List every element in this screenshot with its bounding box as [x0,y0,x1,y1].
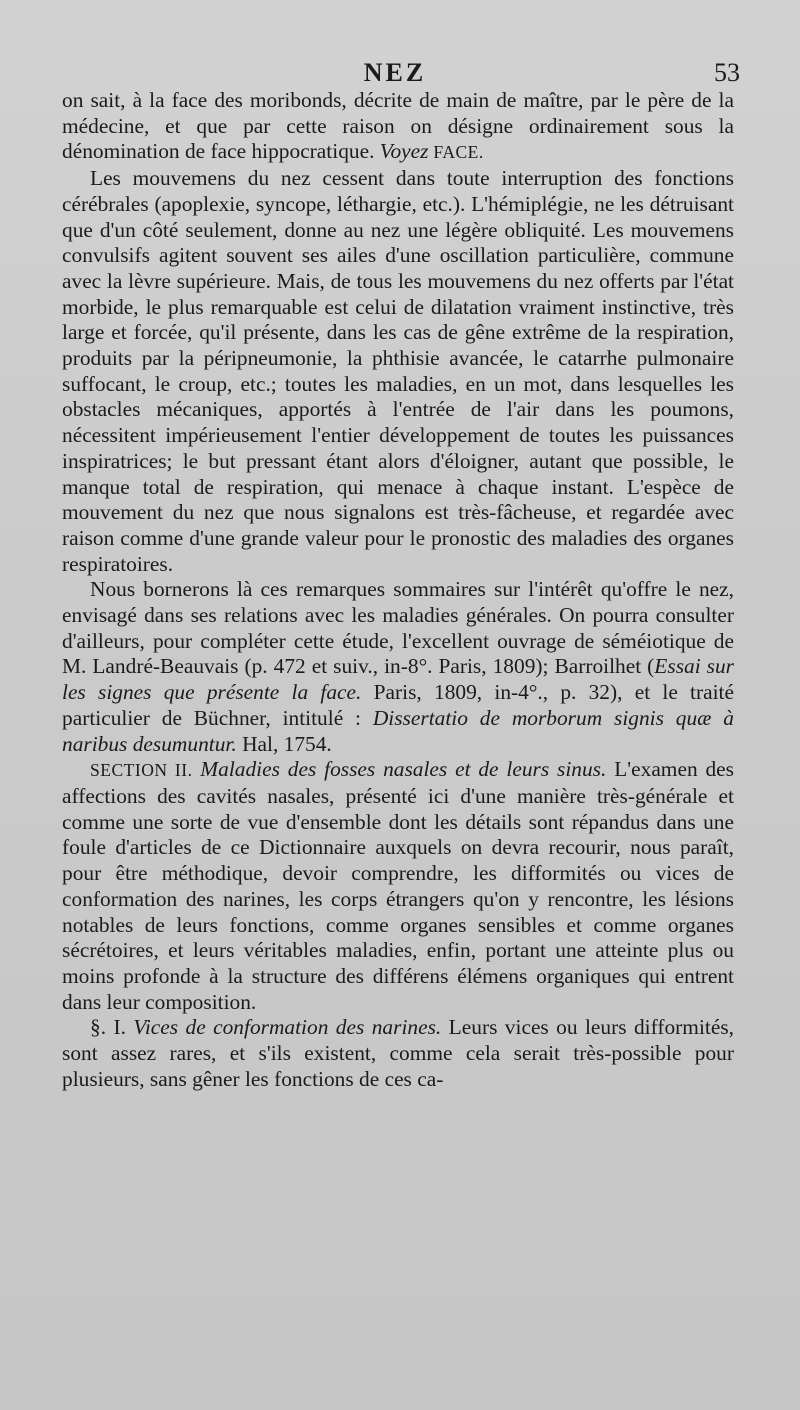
paragraph-subsection-1 [62,1015,734,1092]
paragraph-continuation [62,88,734,166]
page-header [60,58,740,88]
section-title: Maladies des fosses nasales et de leurs sinus. [192,757,607,782]
running-head: NEZ [363,58,427,87]
cited-title: Essai sur les signes que présente la face. [62,654,734,705]
page-number: 53 [714,58,740,87]
subsection-label: §. I. [90,1015,126,1040]
section-label: SECTION II. [90,760,193,781]
paragraph-text: Paris, 1809, in-4°., p. 32), et le traité particulier de Büchner, intitulé : [62,680,734,730]
paragraph-text: Nous bornerons là ces remarques sommaires sur l'intérêt qu'offre le nez, envisagé dans ses relations avec les maladies générales. On pourra consulter d'ailleurs, pour compléter cette étude, l'excellent ouvrage de séméiotique de M. Landré-Beauvais (p. 472 et suiv., in-8°. Paris, 1809); Barroilhet ( [62,577,734,679]
paragraph-references [62,577,734,757]
paragraph-text: L'examen des affections des cavités nasales, présenté ici d'une manière très-générale et comme une sorte de vue d'ensemble dont les détails sont répandus dans une foule d'articles de ce Dictionnaire auxquels on devra recourir, nous paraît, pour être méthodique, devoir comprendre, les difformités ou vices de conformation des narines, les corps étrangers qu'on y rencontre, les lésions notables de leurs fonctions, comme organes sensibles et comme organes sécrétoires, et leurs véritables maladies, enfin, portant une atteinte plus ou moins profonde à la structure des différens élémens organiques qui entrent dans leur composition. [62,757,734,1014]
body-text [62,88,734,1092]
paragraph-text: Hal, 1754. [236,731,332,756]
subsection-title: Vices de conformation des narines. [125,1015,442,1040]
paragraph-nose-movements [62,166,734,577]
paragraph-text: Les mouvemens du nez cessent dans toute interruption des fonctions cérébrales (apoplexie, syncope, léthargie, etc.). L'hémiplégie, ne les détruisant que d'un côté seulement, donne au nez une légère obliquité. Les mouvemens convulsifs agitent souvent ses ailes d'une oscillation particulière, commune avec la lèvre supérieure. Mais, de tous les mouvemens du nez offerts par l'état morbide, le plus remarquable est celui de dilatation vraiment instinctive, très large et forcée, qu'il présente, dans les cas de gêne extrême de la respiration, produits par la péripneumonie, la phthisie avancée, le catarrhe pulmonaire suffocant, le croup, etc.; toutes les maladies, en un mot, dans lesquelles les obstacles mécaniques, apportés à l'entrée de l'air dans les poumons, nécessitent impérieusement l'entier développement de toutes les puissances inspiratrices; le but pressant étant alors d'éloigner, autant que possible, le manque total de respiration, qui menace à chaque instant. L'espèce de mouvement du nez que nous signalons est très-fâcheuse, et regardée avec raison comme d'une grande valeur pour le pronostic des maladies des organes respiratoires. [62,166,734,576]
cross-reference: FACE. [428,142,484,163]
cited-title: Dissertatio de morborum signis quæ à naribus desumuntur. [62,705,734,756]
paragraph-text: Leurs vices ou leurs difformités, sont assez rares, et s'ils existent, comme cela serait très-possible pour plusieurs, sans gêner les fonctions de ces ca- [62,1015,734,1091]
voyez-reference: Voyez [379,139,429,164]
paragraph-text: on sait, à la face des moribonds, décrite de main de maître, par le père de la médecine, et que par cette raison on désigne ordinairement sous la dénomination de face hippocratique. [62,88,734,164]
paragraph-section-ii [62,757,734,1015]
